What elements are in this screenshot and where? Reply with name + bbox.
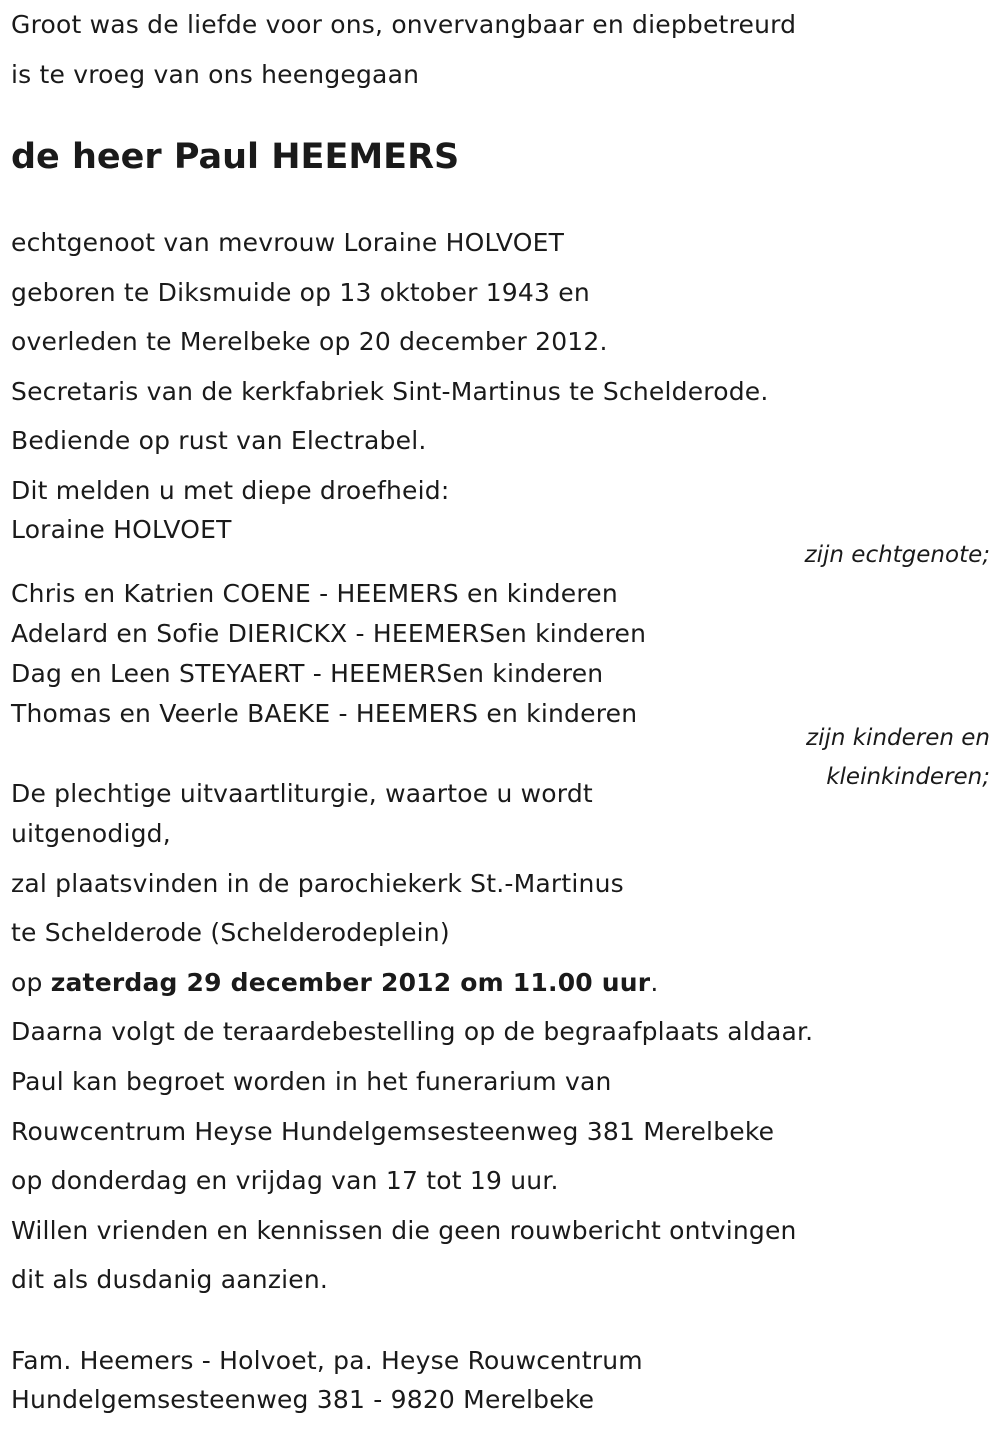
funeral-line-11: dit als dusdanig aanzien. <box>11 1265 329 1294</box>
spouse-role: zijn echtgenote; <box>804 542 990 568</box>
child-line-4: Thomas en Veerle BAEKE - HEEMERS en kinderen <box>11 699 638 728</box>
funeral-line-2: uitgenodigd, <box>11 819 171 848</box>
deceased-name: de heer Paul HEEMERS <box>11 137 460 177</box>
bio-line-birth: geboren te Diksmuide op 13 oktober 1943 en <box>11 278 590 307</box>
funeral-line-8: Rouwcentrum Heyse Hundelgemsesteenweg 381 Merelbeke <box>11 1117 775 1146</box>
spouse-name: Loraine HOLVOET <box>11 515 232 544</box>
funeral-line-9: op donderdag en vrijdag van 17 tot 19 uur. <box>11 1166 559 1195</box>
child-line-1: Chris en Katrien COENE - HEEMERS en kinderen <box>11 579 618 608</box>
child-line-3: Dag en Leen STEYAERT - HEEMERSen kinderen <box>11 659 604 688</box>
funeral-date-suffix: . <box>650 968 659 997</box>
intro-line-2: is te vroeg van ons heengegaan <box>11 60 420 89</box>
child-line-2: Adelard en Sofie DIERICKX - HEEMERSen kinderen <box>11 619 647 648</box>
funeral-date: zaterdag 29 december 2012 om 11.00 uur <box>50 968 651 997</box>
announcement-line: Dit melden u met diepe droefheid: <box>11 476 450 505</box>
funeral-date-line <box>11 967 658 999</box>
funeral-line-7: Paul kan begroet worden in het funerarium van <box>11 1067 612 1096</box>
intro-line-1: Groot was de liefde voor ons, onvervangbaar en diepbetreurd <box>11 10 797 39</box>
children-role-line-1: zijn kinderen en <box>806 725 990 751</box>
funeral-line-6: Daarna volgt de teraardebestelling op de begraafplaats aldaar. <box>11 1017 814 1046</box>
bio-line-death: overleden te Merelbeke op 20 december 2012. <box>11 327 608 356</box>
bio-line-employee: Bediende op rust van Electrabel. <box>11 426 427 455</box>
contact-line-1: Fam. Heemers - Holvoet, pa. Heyse Rouwcentrum <box>11 1346 643 1375</box>
bio-line-spouse: echtgenoot van mevrouw Loraine HOLVOET <box>11 228 565 257</box>
contact-line-2: Hundelgemsesteenweg 381 - 9820 Merelbeke <box>11 1385 595 1414</box>
children-role-line-2: kleinkinderen; <box>826 764 990 790</box>
funeral-line-10: Willen vrienden en kennissen die geen rouwbericht ontvingen <box>11 1216 797 1245</box>
funeral-line-3: zal plaatsvinden in de parochiekerk St.-Martinus <box>11 869 624 898</box>
funeral-line-1: De plechtige uitvaartliturgie, waartoe u wordt <box>11 779 593 808</box>
funeral-date-prefix: op <box>11 968 51 997</box>
funeral-line-4: te Schelderode (Schelderodeplein) <box>11 918 450 947</box>
bio-line-secretary: Secretaris van de kerkfabriek Sint-Martinus te Schelderode. <box>11 377 769 406</box>
